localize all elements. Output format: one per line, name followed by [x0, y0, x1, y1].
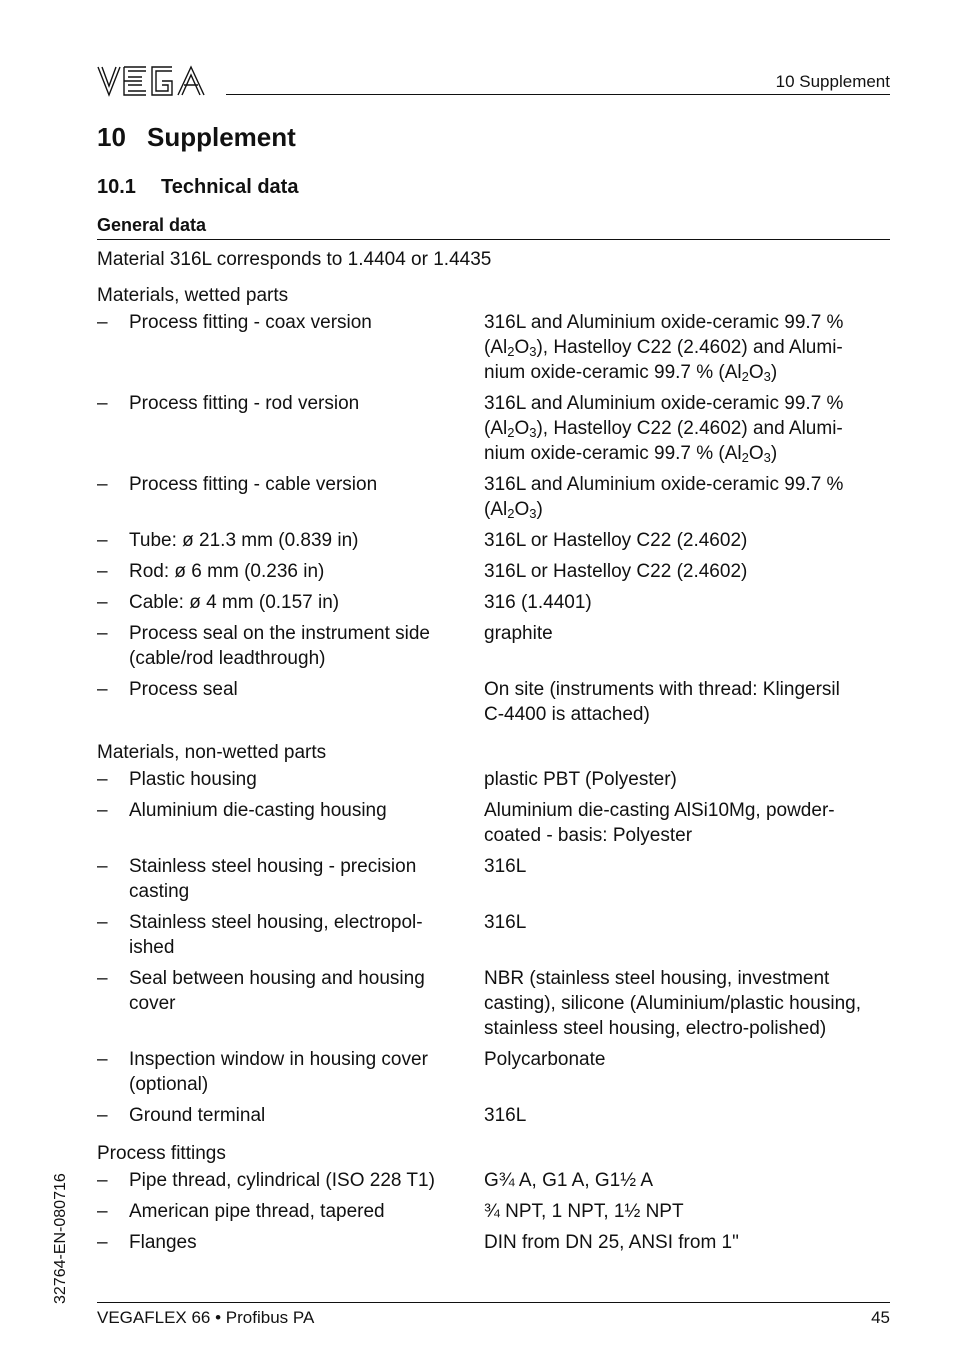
group-non-wetted-parts	[97, 740, 890, 1128]
spec-value: plastic PBT (Polyester)	[484, 769, 677, 790]
section-heading	[97, 176, 298, 199]
chapter-heading	[97, 122, 296, 153]
chapter-number: 10	[97, 122, 126, 152]
spec-row	[97, 966, 890, 1041]
dash-bullet-icon: –	[97, 968, 108, 989]
dash-bullet-icon: –	[97, 1170, 108, 1191]
section-title: Technical data	[161, 176, 299, 198]
spec-row	[97, 528, 890, 553]
dash-bullet-icon: –	[97, 474, 108, 495]
spec-label: Tube: ø 21.3 mm (0.839 in)	[129, 530, 359, 551]
section-number: 10.1	[97, 176, 136, 198]
spec-row	[97, 798, 890, 848]
dash-bullet-icon: –	[97, 912, 108, 933]
spec-row	[97, 472, 890, 522]
spec-value: graphite	[484, 623, 553, 644]
dash-bullet-icon: –	[97, 393, 108, 414]
spec-label: Process fitting - cable version	[129, 474, 378, 495]
document-code: 32764-EN-080716	[52, 1173, 69, 1304]
subsection-heading: General data	[97, 215, 207, 235]
spec-label: American pipe thread, tapered	[129, 1201, 385, 1222]
dash-bullet-icon: –	[97, 530, 108, 551]
spec-value: Polycarbonate	[484, 1049, 606, 1070]
technical-data-content	[97, 247, 890, 1268]
spec-value: Aluminium die-casting AlSi10Mg, powder- coated - basis: Polyester	[484, 800, 835, 846]
dash-bullet-icon: –	[97, 679, 108, 700]
spec-value: 316L	[484, 856, 527, 877]
spec-label: Inspection window in housing cover (optional)	[129, 1049, 428, 1095]
spec-label: Process fitting - coax version	[129, 312, 372, 333]
spec-row	[97, 910, 890, 960]
header-section-label: 10 Supplement	[775, 72, 890, 91]
spec-label: Cable: ø 4 mm (0.157 in)	[129, 592, 340, 613]
spec-label: Process seal	[129, 679, 238, 700]
spec-row	[97, 310, 890, 385]
spec-value: 316L or Hastelloy C22 (2.4602)	[484, 530, 748, 551]
dash-bullet-icon: –	[97, 1232, 108, 1253]
spec-row	[97, 391, 890, 466]
chapter-title: Supplement	[147, 122, 296, 152]
spec-row	[97, 559, 890, 584]
spec-value: DIN from DN 25, ANSI from 1"	[484, 1232, 739, 1253]
dash-bullet-icon: –	[97, 561, 108, 582]
dash-bullet-icon: –	[97, 312, 108, 333]
dash-bullet-icon: –	[97, 1201, 108, 1222]
footer-divider	[97, 1302, 890, 1303]
spec-label: Plastic housing	[129, 769, 257, 790]
spec-value: 316 (1.4401)	[484, 592, 592, 613]
spec-label: Process fitting - rod version	[129, 393, 360, 414]
spec-value: G¾ A, G1 A, G1½ A	[484, 1170, 653, 1191]
dash-bullet-icon: –	[97, 1105, 108, 1126]
spec-label: Flanges	[129, 1232, 197, 1253]
spec-value: 316L and Aluminium oxide-ceramic 99.7 % $(Al_2O_3)$, Hastelloy C22 (2.4602) and Alumi- nium oxide-ceramic 99.7 % $(Al_2O_3)$	[484, 312, 844, 384]
header-divider	[226, 94, 890, 95]
spec-value: 316L	[484, 912, 527, 933]
spec-row	[97, 1103, 890, 1128]
dash-bullet-icon: –	[97, 1049, 108, 1070]
spec-label: Process seal on the instrument side (cable/rod leadthrough)	[129, 623, 430, 669]
dash-bullet-icon: –	[97, 769, 108, 790]
group-title: Process fittings	[97, 1143, 226, 1164]
spec-value: On site (instruments with thread: Klingersil C-4400 is attached)	[484, 679, 840, 725]
spec-label: Ground terminal	[129, 1105, 266, 1126]
dash-bullet-icon: –	[97, 592, 108, 613]
subsection-divider	[97, 239, 890, 240]
spec-value: 316L	[484, 1105, 527, 1126]
spec-row	[97, 1199, 890, 1224]
spec-label: Rod: ø 6 mm (0.236 in)	[129, 561, 325, 582]
spec-label: Pipe thread, cylindrical (ISO 228 T1)	[129, 1170, 435, 1191]
dash-bullet-icon: –	[97, 800, 108, 821]
spec-value: NBR (stainless steel housing, investment casting), silicone (Aluminium/plastic housing, stainless steel housing, electro-polished)	[484, 968, 861, 1039]
page-number: 45	[871, 1308, 890, 1327]
spec-row	[97, 621, 890, 671]
spec-row	[97, 677, 890, 727]
spec-value: 316L and Aluminium oxide-ceramic 99.7 % $(Al_2O_3)$, Hastelloy C22 (2.4602) and Alumi- nium oxide-ceramic 99.7 % $(Al_2O_3)$	[484, 393, 844, 465]
spec-row	[97, 1168, 890, 1193]
group-process-fittings	[97, 1141, 890, 1255]
group-title: Materials, wetted parts	[97, 285, 289, 306]
spec-value: 316L or Hastelloy C22 (2.4602)	[484, 561, 748, 582]
intro-text: Material 316L corresponds to 1.4404 or 1.4435	[97, 249, 492, 270]
group-title: Materials, non-wetted parts	[97, 742, 327, 763]
footer-product-title: VEGAFLEX 66 • Profibus PA	[97, 1308, 315, 1327]
dash-bullet-icon: –	[97, 623, 108, 644]
spec-value: ¾ NPT, 1 NPT, 1½ NPT	[484, 1201, 684, 1222]
spec-row	[97, 1230, 890, 1255]
group-wetted-parts	[97, 283, 890, 727]
vega-logo	[96, 64, 214, 98]
dash-bullet-icon: –	[97, 856, 108, 877]
spec-label: Stainless steel housing - precision casting	[129, 856, 417, 902]
spec-label: Stainless steel housing, electropol- ished	[129, 912, 423, 958]
spec-label: Seal between housing and housing cover	[129, 968, 425, 1014]
vega-logo-graphic	[96, 64, 214, 98]
spec-row	[97, 767, 890, 792]
spec-row	[97, 1047, 890, 1097]
spec-row	[97, 590, 890, 615]
spec-row	[97, 854, 890, 904]
spec-label: Aluminium die-casting housing	[129, 800, 387, 821]
spec-value: 316L and Aluminium oxide-ceramic 99.7 % $(Al_2O_3)$	[484, 474, 844, 521]
